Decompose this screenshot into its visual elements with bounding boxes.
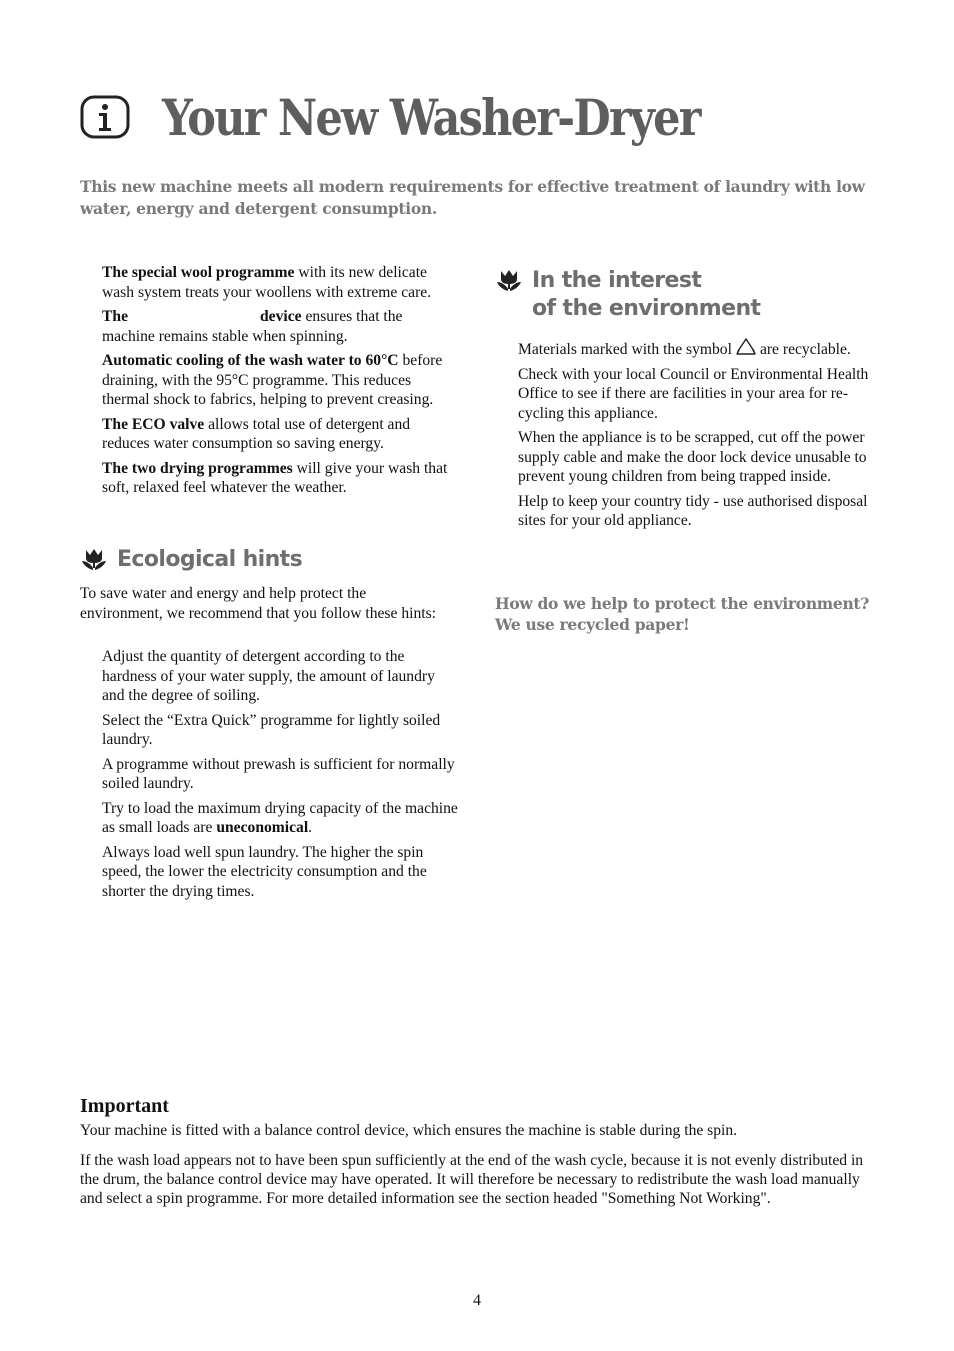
env-heading-line2: of the environment xyxy=(532,296,761,321)
recycled-paper-note: How do we help to protect the environment? We use recycled paper! xyxy=(495,594,870,634)
important-paragraph: Your machine is fitted with a balance control device, which ensures the machine is stable during the spin. xyxy=(80,1122,738,1139)
feature-item: The two drying programmes will give your wash that soft, relaxed feel whatever the weather. xyxy=(102,459,448,496)
env-text xyxy=(518,337,880,536)
env-paragraph: Help to keep your country tidy - use authorised disposal sites for your old appliance. xyxy=(518,492,868,529)
eco-hints-list xyxy=(102,647,458,906)
feature-item: The ECO valve allows total use of detergent and reduces water consumption so saving energy. xyxy=(102,415,411,452)
recycle-icon xyxy=(735,337,757,357)
features-list xyxy=(102,263,458,503)
page-number: 4 xyxy=(473,1292,481,1309)
important-paragraph: If the wash load appears not to have been spun sufficiently at the end of the wash cycle, because it is not evenly distributed in the drum, the balance control device may have operated. It will therefore be necessary to redistribute the wash load manually and select a spin programme. For more detailed information see the section headed "Something Not Working". xyxy=(80,1152,864,1207)
eco-intro: To save water and energy and help protect the environment, we recommend that you follow these hints: xyxy=(80,585,436,622)
page-title: Your New Washer-Dryer xyxy=(162,87,700,147)
tulip-icon xyxy=(495,269,523,293)
tulip-icon xyxy=(80,548,108,572)
list-item: A programme without prewash is sufficient for normally soiled laundry. xyxy=(102,755,455,792)
important-section xyxy=(80,1095,880,1208)
list-item: Always load well spun laundry. The higher the spin speed, the lower the electricity consumption and the shorter the drying times. xyxy=(102,843,427,900)
title-row xyxy=(80,82,787,152)
intro-text: This new machine meets all modern requirements for effective treatment of laundry with low water, energy and detergent consumption. xyxy=(80,177,865,218)
env-heading-line1: In the interest xyxy=(532,268,702,293)
list-item: Select the “Extra Quick” programme for lightly soiled laundry. xyxy=(102,711,441,748)
feature-item: The device ensures that the machine remains stable when spinning. xyxy=(102,308,403,345)
feature-item: Automatic cooling of the wash water to 60°C before draining, with the 95°C programme. This reduces thermal shock to fabrics, helping to prevent creasing. xyxy=(102,352,443,408)
feature-item: The special wool programme with its new delicate wash system treats your woollens with extreme care. xyxy=(102,264,432,301)
env-paragraph: Materials marked with the symbol are recyclable. xyxy=(518,337,880,360)
env-paragraph: Check with your local Council or Environmental Health Office to see if there are facilities in your area for re-cycling this appliance. xyxy=(518,365,869,422)
list-item: Try to load the maximum drying capacity of the machine as small loads are uneconomical. xyxy=(102,799,458,836)
eco-heading: Ecological hints xyxy=(80,546,302,574)
list-item: Adjust the quantity of detergent according to the hardness of your water supply, the amount of laundry and the degree of soiling. xyxy=(102,648,435,704)
env-paragraph: When the appliance is to be scrapped, cut off the power supply cable and make the door lock device unusable to prevent young children from being trapped inside. xyxy=(518,429,867,485)
env-heading xyxy=(495,267,760,323)
info-icon xyxy=(80,95,130,139)
important-heading: Important xyxy=(80,1095,169,1117)
